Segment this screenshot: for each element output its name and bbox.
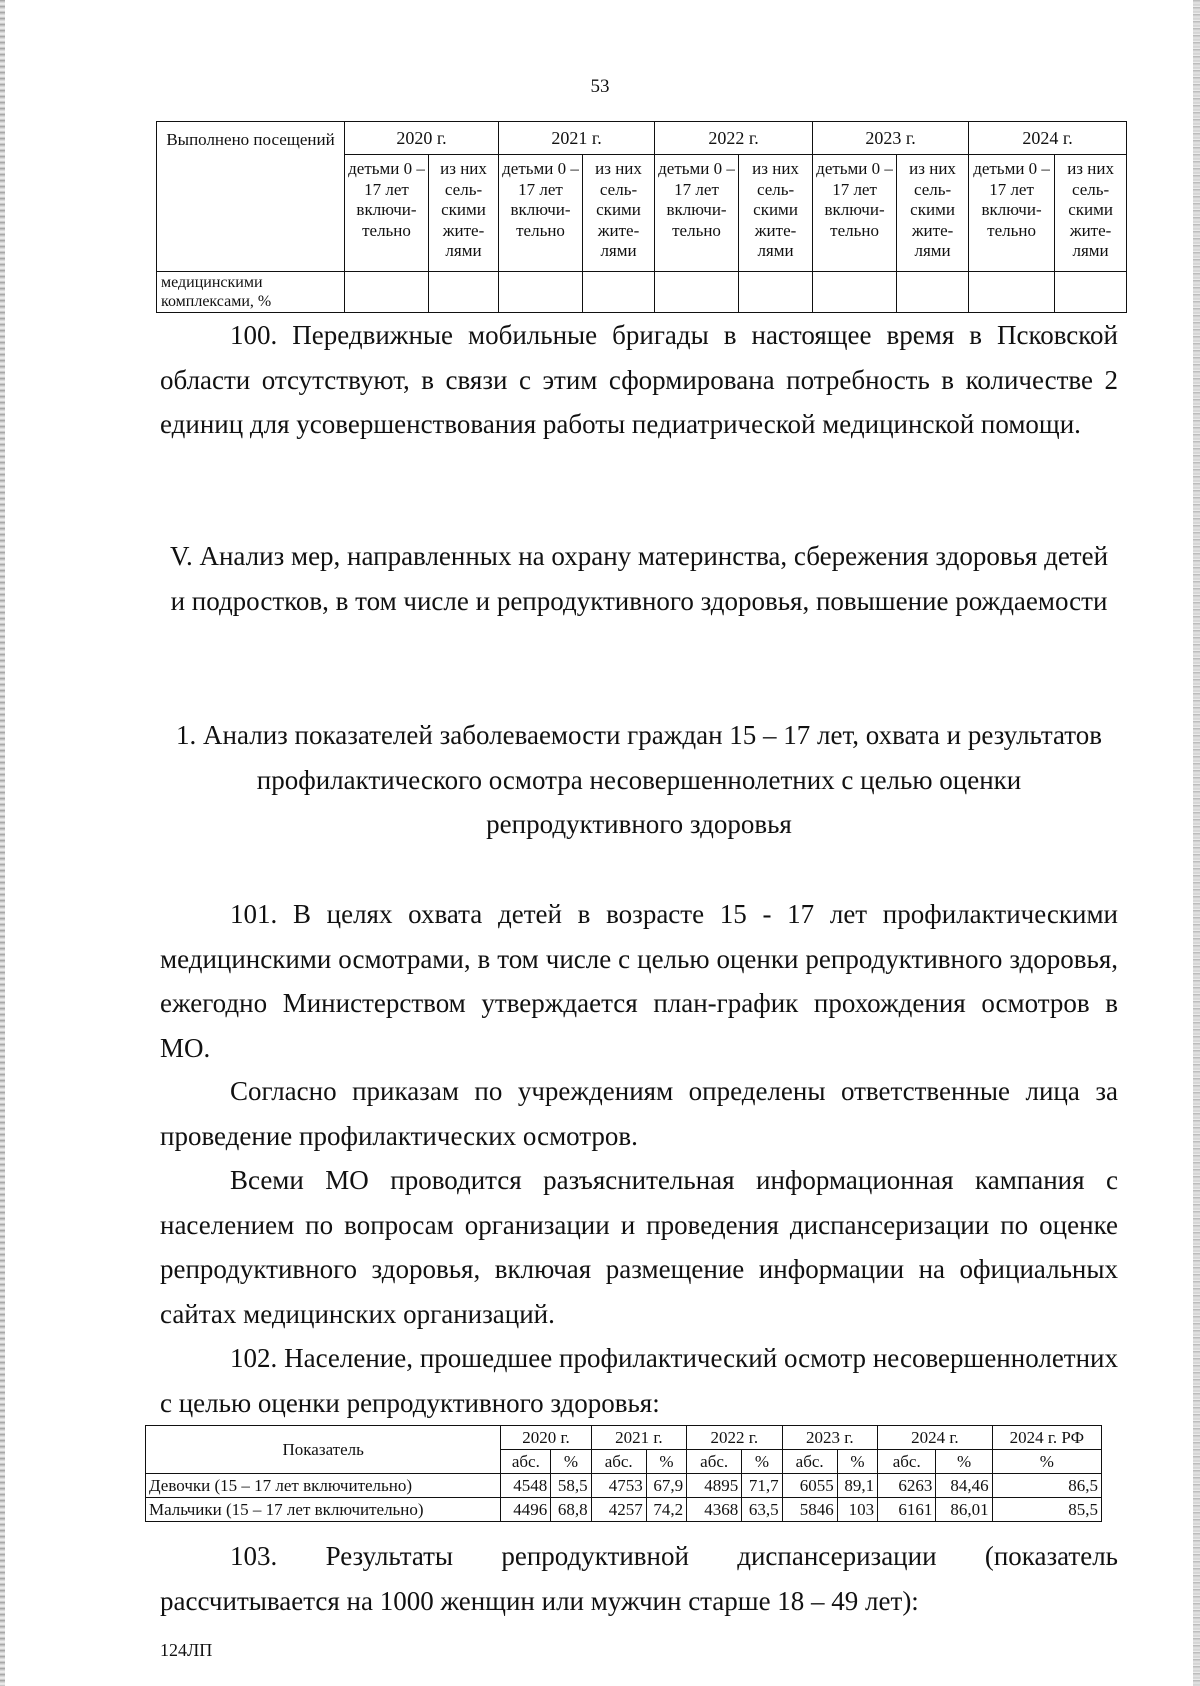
table-cell: [813, 272, 897, 313]
table-cell: [655, 272, 739, 313]
table-cell: 103: [837, 1498, 877, 1522]
children-subheader: детьми 0 – 17 лет включи-тельно: [813, 155, 897, 272]
table-cell: 4496: [501, 1498, 551, 1522]
children-subheader: детьми 0 – 17 лет включи-тельно: [499, 155, 583, 272]
table-cell: [499, 272, 583, 313]
table-cell: 84,46: [936, 1474, 992, 1498]
table-cell: 74,2: [646, 1498, 686, 1522]
rural-subheader: из них сель-скими жите-лями: [739, 155, 813, 272]
paragraph-102-text: 102. Население, прошедшее профилактический осмотр несовершеннолетних с целью оценки репродуктивного здоровья:: [160, 1343, 1118, 1418]
row-label: Девочки (15 – 17 лет включительно): [146, 1474, 501, 1498]
year-header: 2023 г.: [813, 122, 969, 155]
pct-subheader: %: [551, 1450, 591, 1474]
scan-edge-right: [1193, 0, 1200, 1686]
table-cell: [583, 272, 655, 313]
table-row: [146, 1498, 1102, 1522]
paragraph-103-text: 103. Результаты репродуктивной диспансеризации (показатель рассчитывается на 1000 женщин или мужчин старше 18 – 49 лет):: [160, 1541, 1118, 1616]
year-header: 2021 г.: [499, 122, 655, 155]
year-header: 2024 г.: [969, 122, 1127, 155]
table-cell: 71,7: [742, 1474, 782, 1498]
scan-edge-left: [0, 0, 5, 1686]
indicator-header: Показатель: [146, 1426, 501, 1474]
year-header: 2020 г.: [501, 1426, 591, 1450]
year-header: 2023 г.: [782, 1426, 877, 1450]
table-cell: 68,8: [551, 1498, 591, 1522]
children-subheader: детьми 0 – 17 лет включи-тельно: [345, 155, 429, 272]
paragraph-101c: [160, 1158, 1118, 1336]
year-header: 2024 г.: [878, 1426, 993, 1450]
table-cell: 86,5: [992, 1474, 1101, 1498]
paragraph-100-text: 100. Передвижные мобильные бригады в настоящее время в Псковской области отсутствуют, в связи с этим сформирована потребность в количестве 2 единиц для усовершенствования работы педиатрической медицинской помощи.: [160, 320, 1118, 439]
rural-subheader: из них сель-скими жите-лями: [1055, 155, 1127, 272]
table-cell: 4895: [687, 1474, 742, 1498]
table-cell: 63,5: [742, 1498, 782, 1522]
rural-subheader: из них сель-скими жите-лями: [897, 155, 969, 272]
pct-subheader: %: [837, 1450, 877, 1474]
table-cell: 89,1: [837, 1474, 877, 1498]
table-cell: 6055: [782, 1474, 837, 1498]
subsection-1-heading: 1. Анализ показателей заболеваемости граждан 15 – 17 лет, охвата и результатов профилактического осмотра несовершеннолетних с целью оценки репродуктивного здоровья: [176, 720, 1102, 839]
row-label: медицинскими комплексами, %: [157, 272, 345, 313]
corner-label: Выполнено посещений: [157, 122, 345, 272]
table-cell: [739, 272, 813, 313]
children-subheader: детьми 0 – 17 лет включи-тельно: [969, 155, 1055, 272]
paragraph-101-text: 101. В целях охвата детей в возрасте 15 - 17 лет профилактическими медицинскими осмотрами, в том числе с целью оценки репродуктивного здоровья, ежегодно Министерством утверждается план-график прохождения осмотров в МО.: [160, 899, 1118, 1063]
pct-subheader: %: [646, 1450, 686, 1474]
page-number: 53: [590, 76, 610, 97]
abs-subheader: абс.: [878, 1450, 936, 1474]
paragraph-101b: [160, 1069, 1118, 1158]
table-cell: [897, 272, 969, 313]
year-header: 2021 г.: [591, 1426, 686, 1450]
preventive-exam-table: [145, 1425, 1102, 1522]
table-cell: [345, 272, 429, 313]
table-cell: 4548: [501, 1474, 551, 1498]
paragraph-103: [160, 1534, 1118, 1623]
row-label: Мальчики (15 – 17 лет включительно): [146, 1498, 501, 1522]
table-cell: 6161: [878, 1498, 936, 1522]
paragraph-101: [160, 892, 1118, 1070]
table-cell: 58,5: [551, 1474, 591, 1498]
rural-subheader: из них сель-скими жите-лями: [429, 155, 499, 272]
paragraph-100: [160, 313, 1118, 447]
section-v-heading: V. Анализ мер, направленных на охрану материнства, сбережения здоровья детей и подростков, в том числе и репродуктивного здоровья, повышение рождаемости: [169, 541, 1109, 616]
table-cell: 4753: [591, 1474, 646, 1498]
abs-subheader: абс.: [591, 1450, 646, 1474]
table-cell: 4368: [687, 1498, 742, 1522]
visits-table: [156, 121, 1127, 313]
table-cell: 4257: [591, 1498, 646, 1522]
year-header: 2022 г.: [687, 1426, 782, 1450]
abs-subheader: абс.: [687, 1450, 742, 1474]
paragraph-102: [160, 1336, 1118, 1425]
table-cell: 86,01: [936, 1498, 992, 1522]
table-cell: 5846: [782, 1498, 837, 1522]
table-cell: 67,9: [646, 1474, 686, 1498]
pct-subheader: %: [936, 1450, 992, 1474]
paragraph-101b-text: Согласно приказам по учреждениям определены ответственные лица за проведение профилактических осмотров.: [160, 1076, 1118, 1151]
table-cell: [1055, 272, 1127, 313]
children-subheader: детьми 0 – 17 лет включи-тельно: [655, 155, 739, 272]
pct-subheader: %: [992, 1450, 1101, 1474]
year-header: 2020 г.: [345, 122, 499, 155]
table-row: [146, 1474, 1102, 1498]
table-cell: 6263: [878, 1474, 936, 1498]
table-cell: [429, 272, 499, 313]
abs-subheader: абс.: [501, 1450, 551, 1474]
footer-code: 124ЛП: [160, 1640, 213, 1660]
abs-subheader: абс.: [782, 1450, 837, 1474]
year-header-rf: 2024 г. РФ: [992, 1426, 1101, 1450]
year-header: 2022 г.: [655, 122, 813, 155]
table-cell: [969, 272, 1055, 313]
table-cell: 85,5: [992, 1498, 1101, 1522]
paragraph-101c-text: Всеми МО проводится разъяснительная информационная кампания с населением по вопросам организации и проведения диспансеризации по оценке репродуктивного здоровья, включая размещение информации на официальных сайтах медицинских организаций.: [160, 1165, 1118, 1329]
pct-subheader: %: [742, 1450, 782, 1474]
rural-subheader: из них сель-скими жите-лями: [583, 155, 655, 272]
